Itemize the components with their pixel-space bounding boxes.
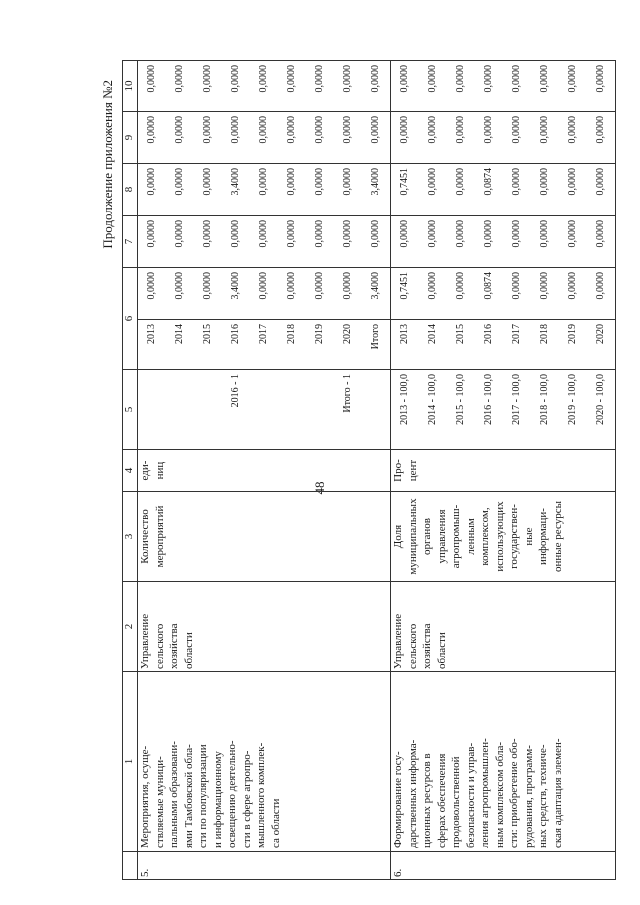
unit-line: Про- — [392, 459, 404, 482]
year-label: 2015 — [202, 324, 213, 344]
funding-value: 0,0000 — [202, 168, 213, 196]
funding-value: 0,0000 — [202, 116, 213, 144]
unit-cell — [391, 450, 616, 492]
funding-value: 0,0000 — [202, 220, 213, 248]
year-label: 2020 — [595, 324, 606, 344]
table-header-row — [123, 61, 138, 880]
funding-value: 0,0000 — [174, 65, 185, 93]
measure-name-line: освещению деятельно- — [226, 740, 238, 848]
funding-value: 3,4000 — [230, 168, 241, 196]
indicator-line: Количество — [139, 509, 151, 564]
header-cell-blank — [123, 852, 138, 880]
funding-value: 0,0000 — [539, 168, 550, 196]
target-value — [278, 372, 306, 447]
year-label: 2017 — [511, 324, 522, 344]
measure-name-line: мышленного комплек- — [255, 742, 267, 848]
indicator-line: государствен- — [508, 504, 520, 569]
funding-value: 0,0000 — [286, 220, 297, 248]
indicator-line: Доля — [392, 524, 404, 549]
target-value — [194, 372, 222, 447]
year-label: 2014 — [427, 324, 438, 344]
indicator-line: органов — [421, 518, 433, 555]
measure-name-line: са области — [269, 798, 282, 848]
table-row — [391, 61, 616, 880]
funding-value: 0,0000 — [567, 65, 578, 93]
funding-value: 0,0000 — [370, 65, 381, 93]
funding-value: 0,0000 — [314, 116, 325, 144]
year-label: Итого — [370, 324, 381, 350]
indicator-line: ленным — [464, 518, 477, 555]
funding-value: 0,0000 — [230, 220, 241, 248]
funding-value: 0,0000 — [539, 220, 550, 248]
funding-value: 0,0000 — [230, 116, 241, 144]
funding-value: 0,0000 — [342, 220, 353, 248]
year-label: 2019 — [314, 324, 325, 344]
indicator-line: мероприятий — [153, 505, 166, 568]
executor-line: области — [435, 632, 448, 669]
funding-value: 0,0000 — [314, 272, 325, 300]
header-cell: 3 — [123, 492, 138, 582]
funding-value: 0,0000 — [146, 272, 157, 300]
funding-cell-c10 — [391, 61, 616, 112]
funding-value: 0,0874 — [483, 168, 494, 196]
year-label: 2016 — [230, 324, 241, 344]
funding-value: 0,0000 — [511, 116, 522, 144]
header-cell: 7 — [123, 216, 138, 268]
funding-value: 0,0000 — [595, 168, 606, 196]
funding-value: 0,0000 — [370, 116, 381, 144]
funding-value: 3,4000 — [230, 272, 241, 300]
indicator-line: комплексом, — [479, 507, 491, 566]
funding-cell-c10 — [138, 61, 391, 112]
indicator-cell — [138, 492, 391, 582]
header-cell: 8 — [123, 164, 138, 216]
measure-name-line: сферах обеспечения — [435, 753, 448, 848]
funding-value: 0,0000 — [286, 65, 297, 93]
unit-cell — [138, 450, 391, 492]
funding-value: 0,7451 — [399, 168, 410, 196]
funding-value: 0,0000 — [539, 272, 550, 300]
target-value: 2014 - 100,0 — [427, 374, 438, 425]
executor-line: сельского — [153, 623, 166, 669]
table-row — [138, 61, 391, 880]
measure-name-line: ствляемые муници- — [153, 756, 166, 848]
funding-value: 0,0000 — [511, 168, 522, 196]
funding-value: 0,0000 — [342, 272, 353, 300]
target-values-cell — [391, 370, 616, 450]
funding-value: 0,0000 — [286, 168, 297, 196]
year-label: 2014 — [174, 324, 185, 344]
funding-value: 0,0000 — [314, 168, 325, 196]
header-cell: 10 — [123, 61, 138, 112]
executor-cell — [391, 582, 616, 672]
year-label: 2019 — [567, 324, 578, 344]
measure-name-line: сти: приобретение обо- — [508, 738, 520, 848]
funding-cell-c7 — [391, 216, 616, 268]
header-cell: 4 — [123, 450, 138, 492]
funding-value: 0,0000 — [455, 220, 466, 248]
appendix-title: Продолжение приложения №2 — [100, 80, 115, 249]
funding-value: 0,0000 — [202, 272, 213, 300]
year-label: 2018 — [286, 324, 297, 344]
unit-line: еди- — [139, 460, 151, 481]
measure-name-line: сти в сфере агропро- — [240, 750, 253, 848]
row-number: 5. — [138, 852, 391, 880]
measure-name-line: дарственных информа- — [406, 739, 419, 848]
unit-line: ниц — [153, 461, 166, 480]
indicator-line: использующих — [493, 501, 506, 572]
header-cell: 6 — [123, 268, 138, 370]
funding-value: 0,0000 — [399, 116, 410, 144]
funding-value: 0,0000 — [286, 116, 297, 144]
funding-value: 0,0000 — [399, 65, 410, 93]
target-value: 2019 - 100,0 — [567, 374, 578, 425]
indicator-cell — [391, 492, 616, 582]
year-label: 2020 — [342, 324, 353, 344]
funding-value: 0,0000 — [342, 168, 353, 196]
row-number: 6. — [391, 852, 616, 880]
funding-value: 0,0000 — [567, 272, 578, 300]
measure-name-cell — [391, 672, 616, 852]
year-label: 2013 — [146, 324, 157, 344]
measure-name-line: ления агропромышлен- — [479, 738, 491, 848]
executor-line: Управление — [139, 613, 151, 669]
funding-cell-c6 — [391, 268, 616, 320]
funding-value: 0,0000 — [146, 65, 157, 93]
funding-value: 0,0000 — [258, 168, 269, 196]
measure-name-line: ционных ресурсов в — [421, 753, 433, 848]
funding-value: 0,0000 — [595, 65, 606, 93]
measure-name-line: ных средств, техниче- — [537, 744, 549, 848]
measure-name-line: пальными образовани- — [168, 741, 180, 848]
measure-name-line: продовольственной — [450, 756, 462, 848]
funding-value: 0,0000 — [146, 220, 157, 248]
funding-value: 0,0000 — [342, 65, 353, 93]
rotated-sheet — [100, 60, 628, 880]
funding-cell-c7 — [138, 216, 391, 268]
target-value: 2013 - 100,0 — [399, 374, 410, 425]
years-cell — [391, 320, 616, 370]
funding-value: 0,0000 — [455, 65, 466, 93]
target-value: 2016 - 100,0 — [483, 374, 494, 425]
measure-name-line: и информационному — [211, 751, 224, 848]
header-cell: 5 — [123, 370, 138, 450]
funding-value: 3,4000 — [370, 272, 381, 300]
funding-value: 0,0000 — [258, 116, 269, 144]
measure-name-line: Мероприятия, осуще- — [139, 745, 151, 848]
measure-name-cell — [138, 672, 391, 852]
funding-value: 0,0000 — [174, 220, 185, 248]
executor-line: сельского — [406, 623, 419, 669]
funding-value: 0,0000 — [370, 220, 381, 248]
target-value: 2015 - 100,0 — [455, 374, 466, 425]
funding-value: 0,0000 — [146, 116, 157, 144]
funding-value: 0,0000 — [202, 65, 213, 93]
funding-cell-c9 — [138, 112, 391, 164]
funding-value: 0,0000 — [174, 116, 185, 144]
funding-value: 0,0000 — [174, 272, 185, 300]
indicator-line: управления — [435, 509, 448, 564]
funding-value: 0,0000 — [483, 116, 494, 144]
measure-name-line: ным комплексом обла- — [493, 741, 506, 848]
measure-name-line: ями Тамбовской обла- — [182, 744, 195, 848]
indicator-line: информаци- — [537, 508, 549, 565]
header-cell: 1 — [123, 672, 138, 852]
funding-value: 0,0000 — [567, 116, 578, 144]
indicator-line: ные — [522, 527, 535, 546]
funding-value: 0,0000 — [455, 168, 466, 196]
year-label: 2016 — [483, 324, 494, 344]
target-value: 2017 - 100,0 — [511, 374, 522, 425]
funding-value: 0,0000 — [539, 65, 550, 93]
funding-value: 0,0000 — [258, 220, 269, 248]
funding-value: 0,0000 — [427, 116, 438, 144]
funding-value: 0,0000 — [483, 65, 494, 93]
year-label: 2018 — [539, 324, 550, 344]
header-cell: 9 — [123, 112, 138, 164]
target-value: Итого - 1 — [342, 374, 353, 413]
funding-value: 0,0000 — [539, 116, 550, 144]
target-value — [250, 372, 278, 447]
target-value — [138, 372, 166, 447]
target-values-cell — [138, 370, 391, 450]
funding-value: 0,0000 — [567, 220, 578, 248]
target-value — [166, 372, 194, 447]
funding-value: 0,0000 — [314, 220, 325, 248]
funding-value: 0,0000 — [455, 272, 466, 300]
year-label: 2015 — [455, 324, 466, 344]
executor-line: области — [182, 632, 195, 669]
executor-line: хозяйства — [168, 623, 180, 669]
target-value: 2016 - 1 — [230, 374, 241, 408]
indicator-line: муниципальных — [406, 498, 419, 575]
indicator-line: онные ресурсы — [551, 501, 564, 572]
years-cell — [138, 320, 391, 370]
funding-value: 0,0000 — [511, 65, 522, 93]
funding-cell-c6 — [138, 268, 391, 320]
executor-cell — [138, 582, 391, 672]
funding-value: 0,0000 — [342, 116, 353, 144]
funding-value: 0,0000 — [483, 220, 494, 248]
measure-name-line: рудования, программ- — [522, 745, 535, 848]
executor-line: Управление — [392, 613, 404, 669]
measure-name-line: Формирование госу- — [392, 751, 404, 848]
funding-value: 0,0000 — [427, 272, 438, 300]
funding-value: 0,0000 — [314, 65, 325, 93]
funding-value: 0,0000 — [230, 65, 241, 93]
measure-name-line: сти по популяризации — [197, 744, 209, 848]
funding-value: 3,4000 — [370, 168, 381, 196]
funding-cell-c8 — [138, 164, 391, 216]
funding-value: 0,0000 — [258, 272, 269, 300]
indicator-line: агропромыш- — [450, 504, 462, 569]
year-label: 2013 — [399, 324, 410, 344]
target-value: 2020 - 100,0 — [595, 374, 606, 425]
funding-value: 0,0000 — [511, 272, 522, 300]
funding-value: 0,0000 — [258, 65, 269, 93]
target-value: 2018 - 100,0 — [539, 374, 550, 425]
funding-value: 0,0874 — [483, 272, 494, 300]
executor-line: хозяйства — [421, 623, 433, 669]
funding-value: 0,0000 — [595, 220, 606, 248]
page-number: 48 — [312, 481, 327, 495]
funding-cell-c9 — [391, 112, 616, 164]
funding-value: 0,0000 — [511, 220, 522, 248]
funding-value: 0,0000 — [567, 168, 578, 196]
appendix-table — [122, 60, 616, 880]
target-value — [306, 372, 334, 447]
year-label: 2017 — [258, 324, 269, 344]
funding-value: 0,0000 — [455, 116, 466, 144]
funding-value: 0,0000 — [286, 272, 297, 300]
funding-value: 0,7451 — [399, 272, 410, 300]
funding-value: 0,0000 — [146, 168, 157, 196]
measure-name-line: безопасности и управ- — [464, 742, 477, 848]
funding-value: 0,0000 — [595, 116, 606, 144]
funding-value: 0,0000 — [427, 65, 438, 93]
funding-value: 0,0000 — [595, 272, 606, 300]
funding-value: 0,0000 — [174, 168, 185, 196]
funding-value: 0,0000 — [427, 220, 438, 248]
funding-value: 0,0000 — [427, 168, 438, 196]
funding-value: 0,0000 — [399, 220, 410, 248]
unit-line: цент — [406, 459, 419, 482]
measure-name-line: ская адаптация элемен- — [551, 738, 564, 848]
funding-cell-c8 — [391, 164, 616, 216]
header-cell: 2 — [123, 582, 138, 672]
